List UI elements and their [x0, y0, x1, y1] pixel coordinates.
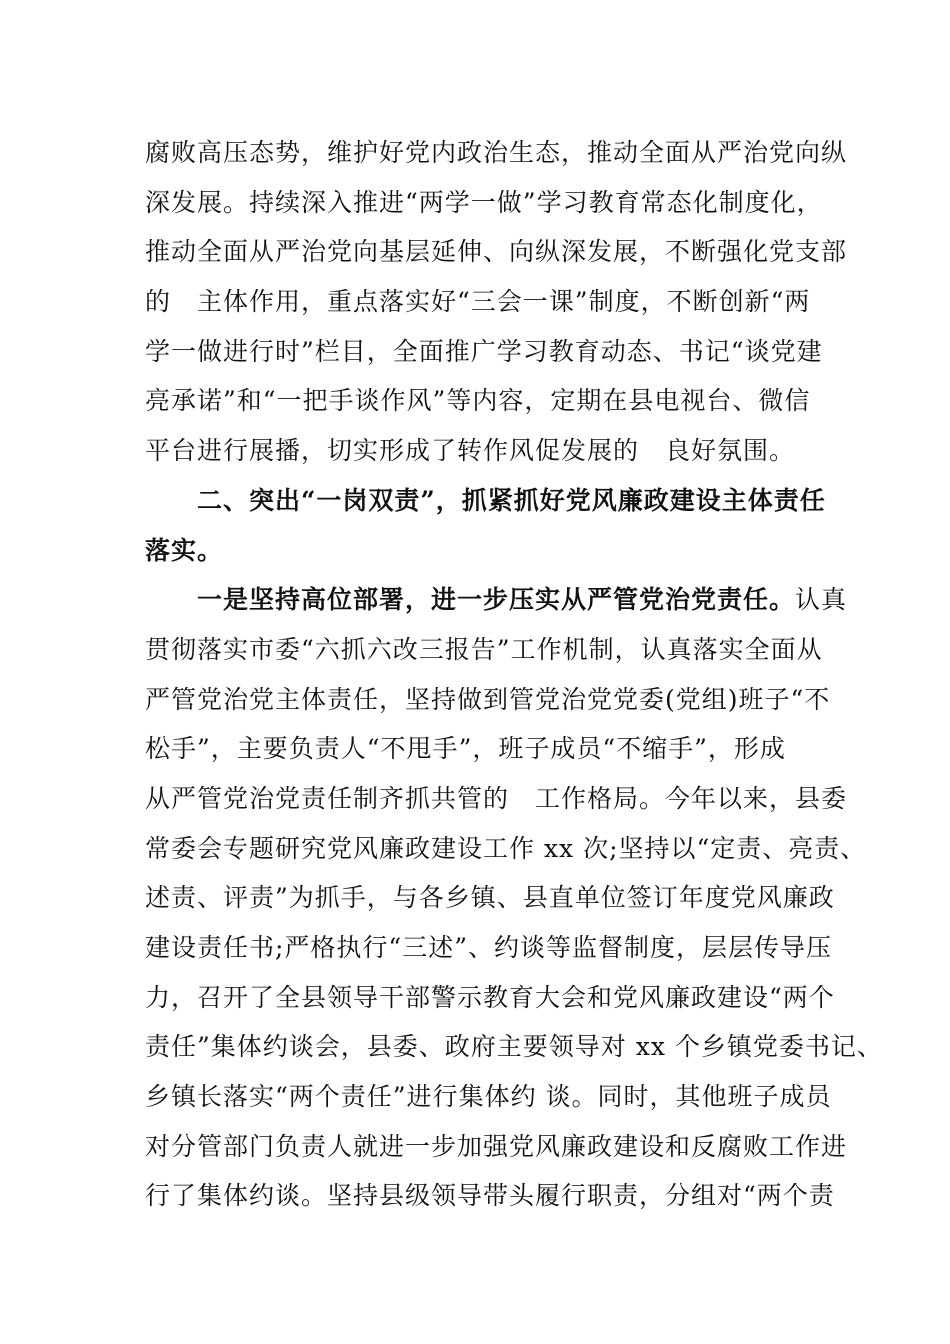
subheading-line [145, 585, 848, 615]
body-text-line: 腐败高压态势，维护好党内政治生态，推动全面从严治党向纵 [145, 138, 848, 167]
body-text-tail: 认真 [795, 585, 848, 614]
subheading-text: 一是坚持高位部署，进一步压实从严管党治党责任。 [145, 585, 796, 614]
body-text-line: 常委会专题研究党风廉政建设工作 xx 次;坚持以“定责、亮责、 [145, 834, 867, 863]
body-text-line: 行了集体约谈。坚持县级领导带头履行职责，分组对“两个责 [145, 1181, 835, 1210]
body-text-line: 平台进行展播，切实形成了转作风促发展的 良好氛围。 [145, 436, 796, 465]
body-text-line: 推动全面从严治党向基层延伸、向纵深发展，不断强化党支部 [145, 237, 848, 266]
body-text-line: 学一做进行时”栏目，全面推广学习教育动态、书记“谈党建 [145, 337, 823, 366]
body-text-line: 松手”，主要负责人“不甩手”，班子成员“不缩手”，形成 [145, 734, 786, 763]
body-text-line: 力，召开了全县领导干部警示教育大会和党风廉政建设“两个 [145, 983, 835, 1012]
body-text-line: 建设责任书;严格执行“三述”、约谈等监督制度，层层传导压 [145, 933, 832, 962]
body-text-line: 从严管党治党责任制齐抓共管的 工作格局。今年以来，县委 [145, 784, 848, 813]
body-text-line: 乡镇长落实“两个责任”进行集体约 谈。同时，其他班子成员 [145, 1082, 832, 1111]
body-text-line: 严管党治党主体责任，坚持做到管党治党党委(党组)班子“不 [145, 685, 831, 714]
body-text-line: 对分管部门负责人就进一步加强党风廉政建设和反腐败工作进 [145, 1132, 848, 1161]
section-heading-line: 二、突出“一岗双责”，抓紧抓好党风廉政建设主体责任 [145, 486, 826, 515]
body-text-line: 述责、评责”为抓手，与各乡镇、县直单位签订年度党风廉政 [145, 883, 835, 912]
body-text-line: 深发展。持续深入推进“两学一做”学习教育常态化制度化， [145, 188, 823, 217]
body-text-line: 亮承诺”和“一把手谈作风”等内容，定期在县电视台、微信 [145, 386, 811, 415]
section-heading-line: 落实。 [145, 536, 224, 565]
body-text-line: 的 主体作用，重点落实好“三会一课”制度，不断创新“两 [145, 287, 811, 316]
body-text-line: 贯彻落实市委“六抓六改三报告”工作机制，认真落实全面从 [145, 635, 823, 664]
body-text-line: 责任”集体约谈会，县委、政府主要领导对 xx 个乡镇党委书记、 [145, 1032, 883, 1061]
